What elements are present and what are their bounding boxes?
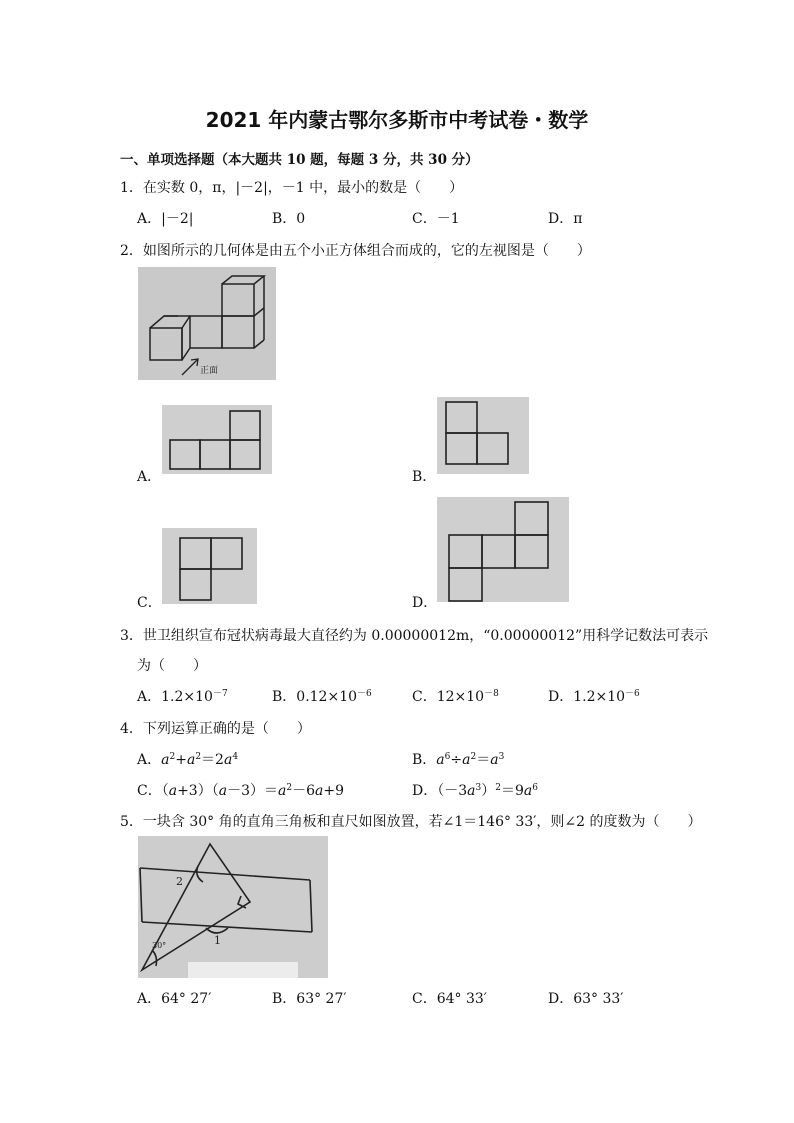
- q2-option-d-figure: [437, 497, 569, 602]
- q2-option-a-letter: A．: [137, 469, 162, 485]
- q5-option-c: C．64° 33′: [412, 991, 487, 1007]
- q5-angle-30-label: 30°: [152, 941, 167, 950]
- q3-option-a: A．$1.2\times 10^{-7}$: [137, 689, 228, 705]
- q4-option-c: C．$(a+3)(a-3)=a^2-6a+9$: [137, 783, 345, 799]
- q5-option-a: A．64° 27′: [137, 991, 212, 1007]
- q3-option-d: D．$1.2\times 10^{-6}$: [548, 689, 640, 705]
- q3-option-c: C．$12\times 10^{-8}$: [412, 689, 499, 705]
- q2-option-d-letter: D．: [412, 595, 438, 611]
- q1-option-a: A．|－2|: [137, 211, 194, 227]
- page-title: 2021 年内蒙古鄂尔多斯市中考试卷・数学: [205, 108, 589, 132]
- q1-option-c: C．－1: [412, 211, 460, 227]
- q5-option-b: B．63° 27′: [272, 991, 347, 1007]
- q4-option-d: D．$(-3a^3)^2=9a^6$: [412, 783, 538, 799]
- q2-option-a-figure: [162, 405, 272, 474]
- q2-option-c-letter: C．: [137, 595, 162, 611]
- q5-angle-2-label: 2: [176, 875, 183, 888]
- q2-figure-label: 正面: [200, 366, 219, 376]
- section-heading: 一、单项选择题（本大题共 10 题，每题 3 分，共 30 分）: [120, 152, 479, 168]
- question-4-stem: 4．下列运算正确的是（ ）: [120, 721, 311, 737]
- question-5-stem: 5．一块含 30° 角的直角三角板和直尺如图放置，若∠1＝146° 33′，则∠2 的度数为（ ）: [120, 814, 702, 830]
- q2-option-b-figure: [437, 397, 529, 474]
- q4-option-a: A．$a^2+a^2=2a^4$: [137, 752, 239, 768]
- q1-option-d: D．π: [548, 211, 583, 227]
- question-3-stem-line2: 为（ ）: [137, 658, 207, 674]
- q4-option-b: B．$a^6\div a^2=a^3$: [412, 752, 505, 768]
- question-2-stem: 2．如图所示的几何体是由五个小正方体组合而成的，它的左视图是（ ）: [120, 243, 591, 259]
- q5-angle-1-label: 1: [214, 934, 221, 947]
- q2-solid-figure: [138, 267, 276, 380]
- q1-option-b: B．0: [272, 211, 306, 227]
- q5-option-d: D．63° 33′: [548, 991, 624, 1007]
- q2-option-b-letter: B．: [412, 469, 437, 485]
- q5-triangle-ruler-figure: [138, 836, 328, 978]
- question-1-stem: 1．在实数 0，π，|－2|，－1 中，最小的数是（ ）: [120, 180, 464, 196]
- q2-option-c-figure: [162, 528, 257, 604]
- question-3-stem-line1: 3．世卫组织宣布冠状病毒最大直径约为 0.00000012m，“0.00000012”用科学记数法可表示: [120, 628, 709, 644]
- q3-option-b: B．$0.12\times 10^{-6}$: [272, 689, 372, 705]
